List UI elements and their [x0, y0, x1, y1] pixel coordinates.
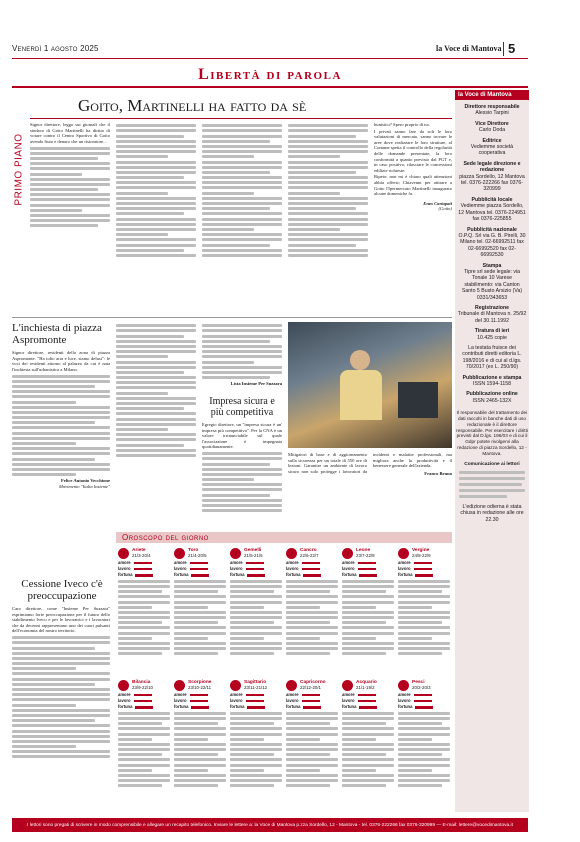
sign-name: Pesci — [412, 680, 425, 685]
letter2-body — [12, 606, 110, 761]
letter2-title: Cessione Iveco c'è preoccupazione — [21, 578, 103, 602]
sign-name: Cancro — [300, 548, 317, 553]
letter3-intro: Egregio direttore, un "impresa sicura è un' impresa più competitiva". Per la CNA è un valore irrinunciabile sul quale l'associazione è impegnata quotidianamente. — [202, 422, 282, 450]
zodiac-symbol-icon — [118, 548, 129, 559]
love-meter: amore — [230, 560, 282, 565]
love-meter: amore — [342, 692, 394, 697]
love-meter: amore — [398, 692, 450, 697]
work-meter: lavoro — [230, 698, 282, 703]
sign-name: Gemelli — [244, 548, 262, 553]
horoscope-sign — [286, 547, 338, 658]
privacy-note: Il responsabile del trattamento dei dati raccolti in banche dati di uso redazionale è il direttore responsabile. Per esercitare i diritti previsti dal D.lgs. 196/03 e di cui il Gdpr potete rivolgervi alla redazione di piazza Sordello, 12 - Mantova. — [456, 410, 528, 456]
main-col-5 — [374, 122, 452, 212]
section-title: Libertà di parola — [198, 66, 342, 83]
sidebar-label: Pubblicità nazionale — [467, 226, 517, 233]
luck-meter: fortuna — [398, 704, 450, 709]
love-meter: amore — [286, 692, 338, 697]
sidebar-value: Vediemme piazza Sordello, 12 Mantova tel. 0376-224951 fax 0376-225855 — [458, 203, 526, 223]
love-meter: amore — [174, 692, 226, 697]
zodiac-symbol-icon — [174, 548, 185, 559]
zodiac-symbol-icon — [342, 680, 353, 691]
zodiac-symbol-icon — [230, 680, 241, 691]
main-col-3 — [202, 122, 282, 259]
work-meter: lavoro — [286, 698, 338, 703]
luck-meter: fortuna — [230, 704, 282, 709]
sidebar-label: Registrazione — [474, 304, 509, 311]
horoscope-sign — [342, 547, 394, 658]
luck-meter: fortuna — [398, 572, 450, 577]
sign-dates: 22/12-20/1 — [300, 685, 321, 690]
zodiac-symbol-icon — [398, 680, 409, 691]
horoscope-title — [116, 532, 452, 543]
horoscope-sign — [398, 547, 450, 658]
work-meter: lavoro — [342, 698, 394, 703]
sign-header — [398, 547, 450, 559]
work-meter: lavoro — [118, 566, 170, 571]
sign-name: Leone — [356, 548, 371, 553]
sign-name: Toro — [188, 548, 199, 553]
section-rule — [12, 86, 528, 88]
sign-header — [342, 679, 394, 691]
sign-dates: 21/3-20/4 — [132, 553, 151, 558]
love-meter: amore — [286, 560, 338, 565]
sidebar-label: Sede legale direzione e redazione — [463, 160, 521, 174]
main-col5-a: bunistici? Spero proprio di no. — [374, 122, 431, 127]
sidebar-value: La testata fruisce dei contributi diretti editoria L. 198/2016 e di cui al d.lgs. 70/2017 (ex L. 250/90) — [462, 345, 522, 371]
letter2-col-3 — [202, 322, 282, 450]
love-meter: amore — [174, 560, 226, 565]
sidebar-value: 10.425 copie — [477, 334, 507, 341]
work-meter: lavoro — [286, 566, 338, 571]
main-col5-b: I privati sanno fare da soli le loro valutazioni di mercato, sanno trovare le aree dove realizzare le loro strutture, al Comune spetta il controllo della regolarità delle domande presentate, la loro conformità a quanto previsto dal PGT e, in caso positivo, rilasciare le concessioni edilizie richieste. — [374, 128, 452, 173]
sign-dates: 23/11-21/12 — [244, 685, 268, 690]
sidebar-value: Carlo Doda — [478, 127, 506, 134]
sign-dates: 24/8-22/9 — [412, 553, 431, 558]
sidebar-label: Direttore responsabile — [464, 104, 520, 110]
horoscope-sign — [118, 679, 170, 790]
luck-meter: fortuna — [342, 704, 394, 709]
zodiac-symbol-icon — [342, 548, 353, 559]
sign-header — [286, 547, 338, 559]
zodiac-symbol-icon — [174, 680, 185, 691]
main-col-2 — [116, 122, 196, 259]
love-meter: amore — [398, 560, 450, 565]
letter1-signature-place: Movimento "Italia Insieme" — [58, 483, 110, 489]
sidebar-value: ISSN 1594-1158 — [473, 381, 511, 388]
letter2-col-2 — [116, 322, 196, 459]
letter1-intro: Signor direttore, residenti della zona di piazza Aspromonte. "Ha tolto aria e luce, siamo delusi": le voci dei residenti attorno al palazzo da cui è nata l'inchiesta sull'urbanistica a Milano. — [12, 350, 110, 372]
sidebar-value: Tipre srl sede legale: via Tonale 10 Varese stabilimento: via Canton Santo 5 Busto Arsizio (Va) 0331/343653 — [461, 268, 523, 301]
sign-dates: 23/7-22/8 — [356, 553, 375, 558]
luck-meter: fortuna — [118, 704, 170, 709]
masthead-sidebar — [455, 90, 529, 812]
horoscope-section — [116, 532, 452, 812]
horoscope-sign — [398, 679, 450, 790]
sidebar-label: Pubblicità locale — [471, 196, 513, 203]
sign-name: Sagittario — [244, 680, 267, 685]
header-rule — [12, 58, 528, 59]
horoscope-title-text: Oroscopo del giorno — [122, 533, 209, 542]
sign-header — [174, 679, 226, 691]
sign-dates: 20/2-20/3 — [412, 685, 431, 690]
sign-header — [230, 547, 282, 559]
sidebar-label: Pubblicazione e stampa — [462, 374, 522, 381]
letter3-body — [202, 422, 282, 514]
headline-rule — [30, 118, 452, 119]
letter4-body — [288, 452, 452, 476]
sidebar-value: Alessio Tarpini — [475, 110, 509, 117]
communication-title: Comunicazione ai lettori — [464, 461, 520, 467]
work-meter: lavoro — [398, 698, 450, 703]
luck-meter: fortuna — [174, 704, 226, 709]
sidebar-label: Editrice — [482, 137, 502, 144]
love-meter: amore — [342, 560, 394, 565]
sidebar-value: piazza Sordello, 12 Mantova tel. 0376-222266 fax 0376-320999 — [459, 173, 525, 193]
sign-dates: 21/5-21/6 — [244, 553, 263, 558]
sign-name: Acquario — [356, 680, 377, 685]
sidebar-label: Tiratura di ieri — [474, 328, 510, 335]
sidebar-value: O.P.Q. Srl via G. B. Pirelli, 30 Milano tel. 02-66992511 fax 02-66992520 fax 02-66992530 — [458, 232, 526, 259]
zodiac-symbol-icon — [286, 680, 297, 691]
sign-dates: 21/1-19/2 — [356, 685, 375, 690]
work-meter: lavoro — [174, 566, 226, 571]
letter1-body — [12, 350, 110, 490]
sidebar-value: Vediemme società cooperativa — [470, 144, 514, 157]
workplace-photo — [288, 322, 452, 448]
sidebar-label: Vice Direttore — [475, 120, 509, 127]
letter3-title: Impresa sicura e più competitiva — [209, 396, 275, 418]
sidebar-label: Stampa — [482, 262, 502, 269]
sign-header — [286, 679, 338, 691]
letter3-signature: Franco Bruno — [424, 470, 452, 476]
main-col1-text: Signor direttore, leggo sui giornali che il sindaco di Goito Martinelli ha diritto di votare contro il Centro Sportivo di Goito avendo fiuto e denaro che un ristoratore... — [30, 122, 110, 144]
love-meter: amore — [230, 692, 282, 697]
letter4-text: Mitigatori di base e di aggiornamento sulla sicurezza per un totale di 550 ore di lezioni. Garantire un ambiente di lavoro sicuro non solo protegge i lavoratori da incidenti e malattie professionali, ma migliora anche la produttività e il benessere generale dell'azienda. — [288, 452, 452, 474]
sidebar-value: Tribunale di Mantova n. 25/92 del 30.11.1992 — [457, 311, 527, 324]
sign-header — [118, 679, 170, 691]
luck-meter: fortuna — [342, 572, 394, 577]
zodiac-symbol-icon — [230, 548, 241, 559]
sign-header — [342, 547, 394, 559]
header-divider — [503, 42, 504, 56]
sign-name: Bilancia — [132, 680, 151, 685]
footer-bar — [12, 818, 528, 832]
main-bottom-rule — [12, 317, 452, 318]
sidebar-value: ISSN 2465-132X — [472, 397, 512, 404]
letter2-signature: Lista Insieme Per Suzzara — [230, 381, 282, 387]
primo-piano-kicker-box — [12, 116, 26, 236]
luck-meter: fortuna — [286, 572, 338, 577]
sign-name: Capricorno — [300, 680, 326, 685]
page-header — [0, 42, 540, 56]
sidebar-title: la Voce di Mantova — [455, 90, 529, 100]
main-headline: Goito, Martinelli ha fatto da sè — [78, 96, 307, 115]
main-signature: Enzo Cartapati — [423, 200, 452, 206]
letter1-title: L'inchiesta di piazza Aspromonte — [12, 322, 102, 346]
main-col5-c: Ripeto: non mi è chiaro quali attenzioni abbia offerto Chiavenni per attirare a Goito l'Ipermercato Martinelli inaugurato alcune domeniche fa. — [374, 174, 452, 197]
sign-dates: 22/6-22/7 — [300, 553, 319, 558]
letter2-intro: Caro direttore, come "Insieme Per Suzzara" esprimiamo forte preoccupazione per il futuro dello stabilimento Iveco e per le lavoratrici e i lavoratori che da decenni rappresentano uno dei cuori pulsanti dell'economia del nostro territorio. — [12, 606, 110, 634]
sidebar-label: Pubblicazione online — [466, 391, 518, 398]
zodiac-symbol-icon — [398, 548, 409, 559]
primo-piano-kicker: PRIMO PIANO — [13, 133, 25, 206]
horoscope-sign — [342, 679, 394, 790]
horoscope-sign — [118, 547, 170, 658]
horoscope-sign — [174, 547, 226, 658]
work-meter: lavoro — [398, 566, 450, 571]
work-meter: lavoro — [230, 566, 282, 571]
sign-dates: 23/9-22/10 — [132, 685, 153, 690]
sign-header — [230, 679, 282, 691]
edition-closing: L'edizione odierna è stata chiusa in redazione alle ore 22.30 — [460, 504, 524, 523]
horoscope-grid — [116, 543, 452, 809]
main-col-4 — [288, 122, 368, 259]
sign-name: Ariete — [132, 548, 146, 553]
luck-meter: fortuna — [118, 572, 170, 577]
main-col-1 — [30, 122, 110, 230]
sign-header — [398, 679, 450, 691]
sign-header — [174, 547, 226, 559]
horoscope-sign — [174, 679, 226, 790]
luck-meter: fortuna — [174, 572, 226, 577]
zodiac-symbol-icon — [286, 548, 297, 559]
luck-meter: fortuna — [286, 704, 338, 709]
love-meter: amore — [118, 692, 170, 697]
horoscope-sign — [286, 679, 338, 790]
work-meter: lavoro — [118, 698, 170, 703]
page-number: 5 — [508, 41, 516, 56]
sign-name: Scorpione — [188, 680, 212, 685]
horoscope-sign — [230, 547, 282, 658]
sign-dates: 21/4-20/5 — [188, 553, 207, 558]
header-paper: la Voce di Mantova — [436, 44, 502, 53]
horoscope-sign — [230, 679, 282, 790]
love-meter: amore — [118, 560, 170, 565]
main-signature-place: (Goito) — [438, 206, 452, 212]
luck-meter: fortuna — [230, 572, 282, 577]
work-meter: lavoro — [342, 566, 394, 571]
zodiac-symbol-icon — [118, 680, 129, 691]
sign-header — [118, 547, 170, 559]
work-meter: lavoro — [174, 698, 226, 703]
sign-name: Vergine — [412, 548, 430, 553]
footer-text: I lettori sono pregati di scrivere in modo comprensibile e allegare un recapito telefonico. Inviare le lettere a: la Voce di Mantova p.zza Sordello, 12 - Mantova - tel. 0376-222266 fax 0376-320999 — E-mail: lettere@vocedimantova.it — [27, 822, 513, 828]
sign-dates: 23/10-22/11 — [188, 685, 212, 690]
letter1-signature: Felice Antonio Vecchione — [61, 478, 110, 484]
header-date: Venerdì 1 agosto 2025 — [12, 44, 99, 53]
